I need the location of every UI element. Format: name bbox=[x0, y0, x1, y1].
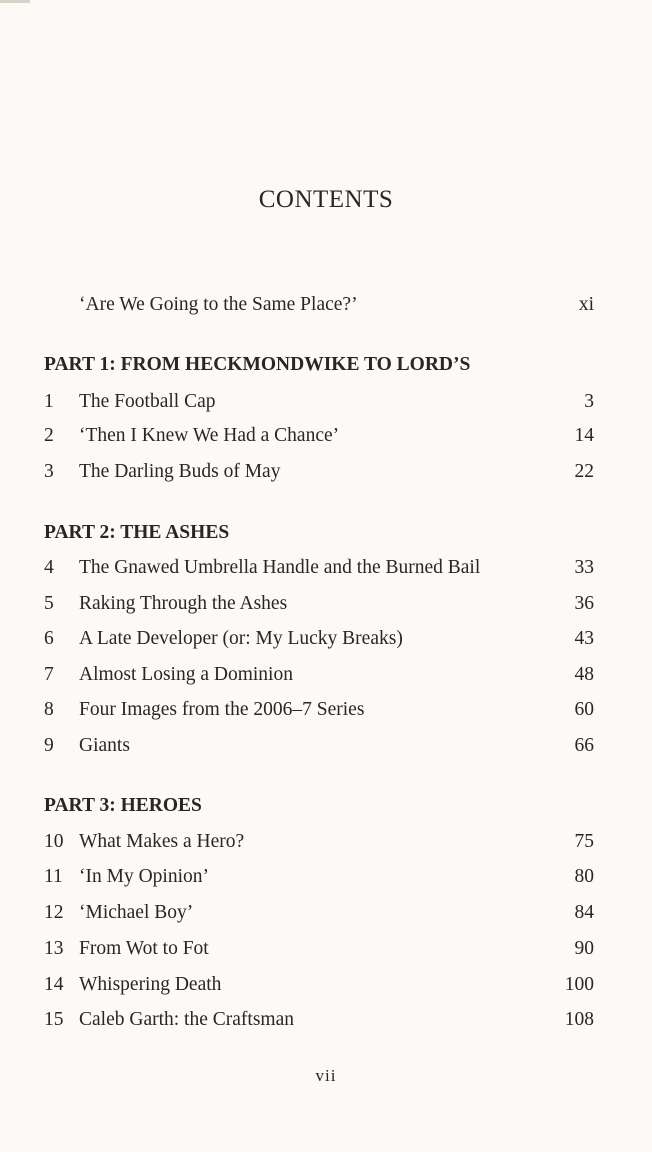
entry-page: 48 bbox=[574, 664, 594, 685]
entry-page: 36 bbox=[574, 593, 594, 614]
toc-entry[interactable] bbox=[44, 827, 594, 857]
toc-entry[interactable] bbox=[44, 457, 594, 487]
entry-title: Caleb Garth: the Craftsman bbox=[79, 1009, 294, 1030]
toc-entry[interactable] bbox=[44, 387, 594, 417]
entry-title: Four Images from the 2006–7 Series bbox=[79, 699, 365, 720]
toc-entry[interactable] bbox=[44, 589, 594, 619]
entry-page: 90 bbox=[574, 938, 594, 959]
entry-title: ‘Then I Knew We Had a Chance’ bbox=[79, 425, 340, 446]
entry-title: ‘Michael Boy’ bbox=[79, 902, 194, 923]
page-number: vii bbox=[315, 1066, 337, 1085]
toc-entry[interactable] bbox=[44, 421, 594, 451]
entry-page: 43 bbox=[574, 628, 594, 649]
entry-number: 10 bbox=[44, 831, 64, 852]
entry-number: 15 bbox=[44, 1009, 64, 1030]
entry-number: 9 bbox=[44, 735, 54, 756]
entry-title: Almost Losing a Dominion bbox=[79, 664, 293, 685]
entry-page: xi bbox=[578, 294, 594, 315]
entry-page: 60 bbox=[574, 699, 594, 720]
entry-title: A Late Developer (or: My Lucky Breaks) bbox=[79, 628, 403, 649]
entry-title: Raking Through the Ashes bbox=[79, 593, 288, 614]
entry-number: 5 bbox=[44, 593, 54, 614]
entry-page: 22 bbox=[574, 461, 594, 482]
entry-number: 1 bbox=[44, 391, 54, 412]
entry-title: Whispering Death bbox=[79, 974, 222, 995]
entry-title: Giants bbox=[79, 735, 130, 756]
entry-page: 108 bbox=[564, 1009, 594, 1030]
toc-entry[interactable] bbox=[44, 553, 594, 583]
entry-title: What Makes a Hero? bbox=[79, 831, 245, 852]
entry-number: 2 bbox=[44, 425, 54, 446]
entry-title: The Darling Buds of May bbox=[79, 461, 281, 482]
entry-title: From Wot to Fot bbox=[79, 938, 209, 959]
toc-entry[interactable] bbox=[44, 934, 594, 964]
entry-number: 7 bbox=[44, 664, 54, 685]
entry-page: 14 bbox=[574, 425, 594, 446]
entry-number: 3 bbox=[44, 461, 54, 482]
entry-number: 14 bbox=[44, 974, 64, 995]
toc-entry-preface[interactable] bbox=[44, 290, 594, 320]
entry-number: 8 bbox=[44, 699, 54, 720]
part-heading: PART 1: FROM HECKMONDWIKE TO LORD’S bbox=[44, 354, 471, 375]
toc-entry[interactable] bbox=[44, 862, 594, 892]
entry-number: 11 bbox=[44, 866, 63, 887]
entry-page: 80 bbox=[574, 866, 594, 887]
entry-page: 33 bbox=[574, 557, 594, 578]
part-heading: PART 3: HEROES bbox=[44, 795, 202, 816]
entry-page: 100 bbox=[564, 974, 594, 995]
toc-entry[interactable] bbox=[44, 1005, 594, 1035]
entry-number: 4 bbox=[44, 557, 54, 578]
entry-number: 12 bbox=[44, 902, 64, 923]
entry-page: 3 bbox=[584, 391, 594, 412]
entry-title: ‘In My Opinion’ bbox=[79, 866, 209, 887]
toc-entry[interactable] bbox=[44, 660, 594, 690]
entry-title: ‘Are We Going to the Same Place?’ bbox=[79, 294, 358, 315]
entry-number: 6 bbox=[44, 628, 54, 649]
toc-entry[interactable] bbox=[44, 898, 594, 928]
page-edge bbox=[0, 0, 30, 3]
toc-entry[interactable] bbox=[44, 731, 594, 761]
entry-number: 13 bbox=[44, 938, 64, 959]
toc-entry[interactable] bbox=[44, 970, 594, 1000]
entry-page: 66 bbox=[574, 735, 594, 756]
entry-title: The Football Cap bbox=[79, 391, 216, 412]
page-title: CONTENTS bbox=[258, 186, 394, 213]
entry-page: 84 bbox=[574, 902, 594, 923]
entry-page: 75 bbox=[574, 831, 594, 852]
toc-entry[interactable] bbox=[44, 695, 594, 725]
entry-title: The Gnawed Umbrella Handle and the Burned Bail bbox=[79, 557, 481, 578]
part-heading: PART 2: THE ASHES bbox=[44, 522, 230, 543]
toc-entry[interactable] bbox=[44, 624, 594, 654]
